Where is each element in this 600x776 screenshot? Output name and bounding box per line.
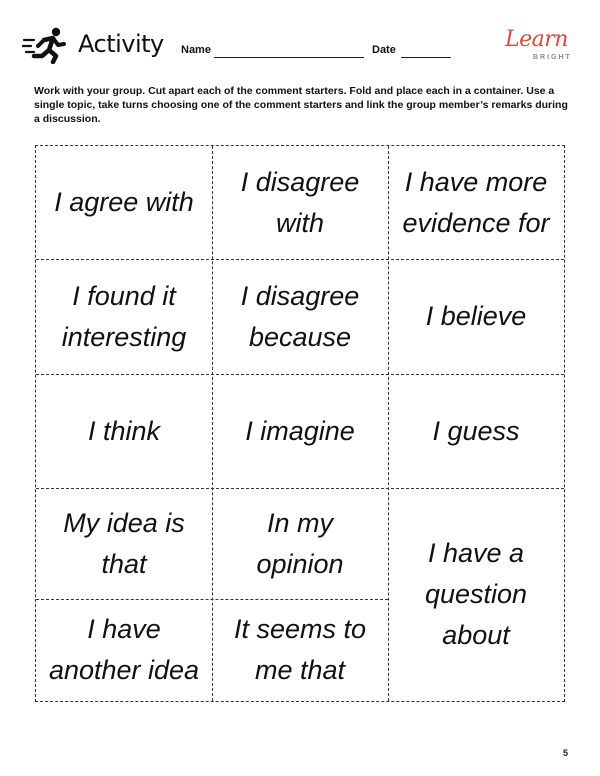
date-field[interactable] [401,57,451,58]
card-i-have-more-evidence-for: I have more evidence for [402,166,550,238]
card-in-my-opinion: In my opinion [256,507,344,579]
card-i-found-it-interesting: I found it interesting [61,280,187,352]
card-i-disagree-with: I disagree with [240,166,360,238]
card-it-seems-to-me-that: It seems to me that [233,614,367,685]
card-my-idea-is-that: My idea is that [63,507,185,579]
card-i-think: I think [87,415,161,446]
card-i-disagree-because: I disagree because [240,280,360,352]
worksheet-header [0,0,600,80]
card-i-imagine: I imagine [245,415,355,446]
instructions: Work with your group. Cut apart each of the comment starters. Fold and place each in a container. Use a single topic, take turns choosing one of the comment starters and link the group member’s remarks during a discussion. [34,85,568,125]
logo-wordmark: Learn [505,27,568,52]
card-i-have-another-idea: I have another idea [48,614,200,685]
learn-bright-logo [505,27,583,69]
card-i-guess: I guess [432,415,520,446]
name-label: Name [181,44,211,56]
activity-title: Activity [78,30,164,58]
card-i-have-a-question-about: I have a question about [424,538,528,650]
date-label: Date [372,44,396,56]
comment-starter-grid [35,145,565,702]
card-i-agree-with: I agree with [54,187,194,217]
running-person-icon [22,26,68,64]
logo-subtitle: BRIGHT [533,54,572,61]
page-number: 5 [563,748,569,758]
card-i-believe: I believe [425,301,527,331]
name-field[interactable] [214,57,364,58]
